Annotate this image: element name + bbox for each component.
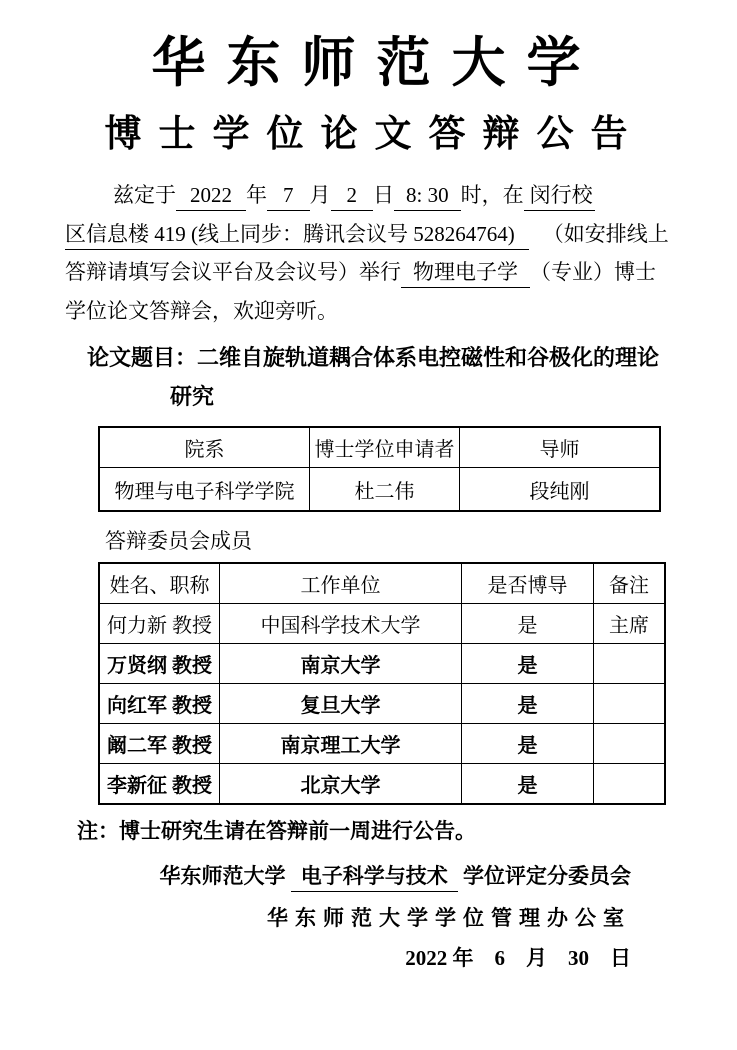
info-cell-department: 物理与电子科学学院 xyxy=(99,468,310,512)
year-label: 年 xyxy=(246,183,267,207)
info-cell-applicant: 杜二伟 xyxy=(310,468,460,512)
fill-month: 7 xyxy=(267,182,310,211)
closing-sentence: 学位论文答辩会，欢迎旁听。 xyxy=(65,298,338,323)
committee-section-label: 答辩委员会成员 xyxy=(105,529,252,553)
fill-location-continued: 区信息楼 419 (线上同步：腾讯会议号 528264764) xyxy=(65,221,529,250)
footer-committee-suffix: 学位评定分委员会 xyxy=(463,864,631,888)
committee-cell-remark: 主席 xyxy=(594,604,666,644)
info-table-header-row xyxy=(99,427,660,468)
announcement-line-4 xyxy=(65,292,667,331)
committee-cell-name: 何力新 教授 xyxy=(99,604,220,644)
online-note-close: 答辩请填写会议平台及会议号）举行 xyxy=(65,260,401,284)
time-suffix: 时，在 xyxy=(460,183,524,207)
fill-time: 8: 30 xyxy=(394,182,461,211)
announcement-line-1 xyxy=(65,176,667,215)
committee-cell-affiliation: 北京大学 xyxy=(220,764,462,805)
committee-table xyxy=(98,562,666,805)
major-suffix: （专业）博士 xyxy=(530,260,656,284)
committee-cell-doctoral-supervisor: 是 xyxy=(462,684,594,724)
document-title: 博士学位论文答辩公告 xyxy=(104,114,645,155)
committee-cell-name: 李新征 教授 xyxy=(99,764,220,805)
committee-cell-doctoral-supervisor: 是 xyxy=(462,644,594,684)
fill-major: 物理电子学 xyxy=(401,259,530,288)
committee-row xyxy=(99,604,665,644)
online-note-open: （如安排线上 xyxy=(542,221,669,246)
committee-cell-remark xyxy=(594,724,666,764)
info-header-supervisor: 导师 xyxy=(460,427,661,468)
committee-row xyxy=(99,724,665,764)
footer-degree-committee-line xyxy=(65,863,631,892)
footer-degree-office-line: 华东师范大学学位管理办公室 xyxy=(267,906,631,930)
committee-cell-affiliation: 复旦大学 xyxy=(220,684,462,724)
info-table xyxy=(98,426,661,512)
university-title: 华东师范大学 xyxy=(151,33,602,93)
month-label: 月 xyxy=(309,183,331,207)
committee-header-name: 姓名、职称 xyxy=(99,563,220,604)
note-text: 注：博士研究生请在答辩前一周进行公告。 xyxy=(77,819,476,843)
committee-cell-doctoral-supervisor: 是 xyxy=(462,724,594,764)
committee-header-affiliation: 工作单位 xyxy=(220,563,462,604)
committee-cell-affiliation: 南京大学 xyxy=(220,644,462,684)
announcement-line-3 xyxy=(65,253,667,292)
announcement-paragraph xyxy=(65,176,667,330)
info-table-data-row xyxy=(99,468,660,512)
info-header-applicant: 博士学位申请者 xyxy=(310,427,460,468)
committee-header-row xyxy=(99,563,665,604)
committee-header-remark: 备注 xyxy=(594,563,666,604)
committee-cell-name: 向红军 教授 xyxy=(99,684,220,724)
committee-cell-name: 阚二军 教授 xyxy=(99,724,220,764)
footer-division-underlined: 电子科学与技术 xyxy=(291,863,458,892)
committee-cell-doctoral-supervisor: 是 xyxy=(462,604,594,644)
thesis-label: 论文题目： xyxy=(87,345,198,370)
announcement-line-2 xyxy=(65,215,667,254)
announcement-prefix: 兹定于 xyxy=(113,183,176,207)
footer-university: 华东师范大学 xyxy=(159,864,286,888)
committee-cell-name: 万贤纲 教授 xyxy=(99,644,220,684)
day-label: 日 xyxy=(373,183,394,207)
footer-date-line: 2022 年 6 月 30 日 xyxy=(405,946,631,970)
thesis-title-text: 二维自旋轨道耦合体系电控磁性和谷极化的理论 xyxy=(197,345,660,370)
footer-signature-block xyxy=(65,863,667,972)
committee-row xyxy=(99,764,665,805)
fill-day: 2 xyxy=(331,182,374,211)
thesis-title-line-2: 研究 xyxy=(170,384,215,409)
committee-cell-remark xyxy=(594,684,666,724)
info-header-department: 院系 xyxy=(99,427,310,468)
fill-year: 2022 xyxy=(176,182,246,211)
committee-row xyxy=(99,644,665,684)
committee-cell-affiliation: 南京理工大学 xyxy=(220,724,462,764)
committee-row xyxy=(99,684,665,724)
committee-header-doctoral-supervisor: 是否博导 xyxy=(462,563,594,604)
committee-cell-remark xyxy=(594,644,666,684)
committee-cell-affiliation: 中国科学技术大学 xyxy=(220,604,462,644)
thesis-title-block xyxy=(65,338,667,416)
committee-cell-remark xyxy=(594,764,666,805)
fill-location-start: 闵行校 xyxy=(524,182,595,211)
committee-cell-doctoral-supervisor: 是 xyxy=(462,764,594,805)
info-cell-supervisor: 段纯刚 xyxy=(460,468,661,512)
thesis-title-line-1 xyxy=(65,338,667,377)
